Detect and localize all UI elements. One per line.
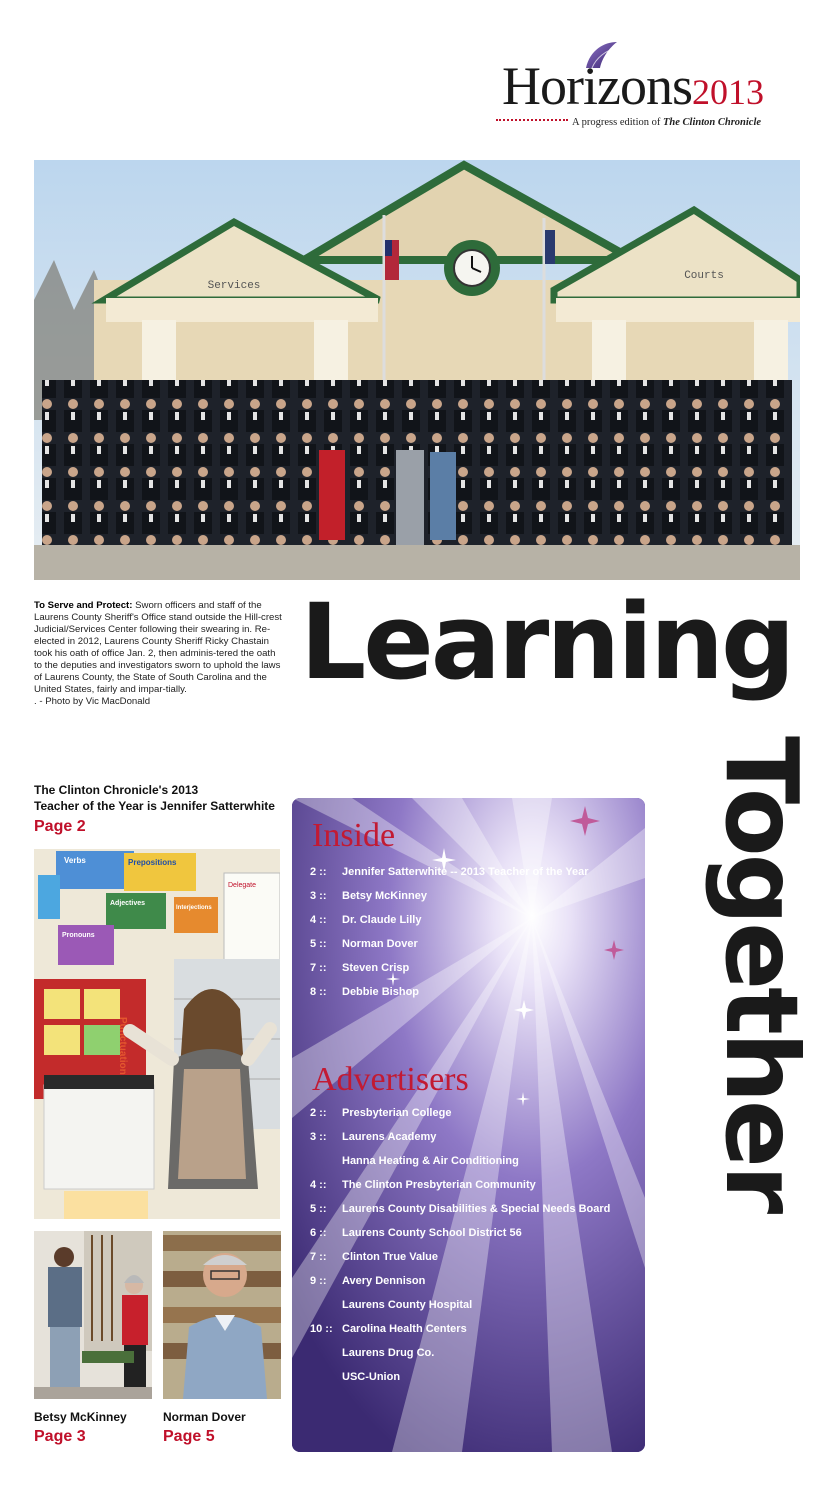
advertiser-item[interactable] [310,1245,610,1269]
poster-adjectives: Adjectives [110,900,146,907]
inside-item-page: 8 :: [310,986,327,998]
teacher-feature-line1: The Clinton Chronicle's 2013 [34,783,199,797]
poster-verbs: Verbs [64,856,86,865]
classroom-illustration [34,849,280,1219]
advertiser-page: 4 :: [310,1179,327,1191]
advertiser-page: 6 :: [310,1227,327,1239]
norman-illustration [163,1231,281,1399]
sheriff-office-group-photo [34,160,800,580]
advertiser-item[interactable] [310,1269,610,1293]
masthead-tagline [496,115,796,129]
advertiser-page [310,1341,342,1365]
building-sign-courts: Courts [684,270,724,282]
poster-prepositions: Prepositions [128,858,177,867]
advertiser-name: The Clinton Presbyterian Community [342,1179,536,1191]
norman-dover-photo [163,1231,281,1399]
betsy-name: Betsy McKinney [34,1410,127,1424]
advertiser-item[interactable] [310,1197,610,1221]
advertiser-item[interactable] [310,1173,610,1197]
inside-item[interactable] [310,980,589,1004]
inside-heading: Inside [312,817,396,854]
inside-item-page: 2 :: [310,866,327,878]
photo-caption [34,600,284,708]
advertiser-page [310,1149,342,1173]
advertiser-name: Avery Dennison [342,1275,426,1287]
advertiser-item[interactable] [310,1317,610,1341]
poster-pronouns: Pronouns [62,932,95,939]
advertiser-name: Laurens Drug Co. [342,1347,435,1359]
building-sign-services: Services [207,280,261,292]
group-photo-illustration [34,160,800,580]
advertiser-name: Presbyterian College [342,1107,452,1119]
inside-item[interactable] [310,932,589,956]
norman-page-link[interactable]: Page 5 [163,1428,215,1445]
advertiser-item[interactable] [310,1293,610,1317]
inside-item-text: Norman Dover [342,938,418,950]
masthead [496,36,796,126]
inside-item-text: Debbie Bishop [342,986,420,998]
tagline-dots [496,119,568,121]
advertisers-list [310,1101,610,1389]
advertiser-name: Clinton True Value [342,1251,438,1263]
caption-credit: . - Photo by Vic MacDonald [34,696,151,707]
advertiser-page [310,1293,342,1317]
inside-item-text: Steven Crisp [342,962,410,974]
advertiser-item[interactable] [310,1221,610,1245]
whiteboard-word: Delegate [228,882,257,889]
caption-body: Sworn officers and staff of the Laurens County Sheriff's Office stand outside the Hill-crest Judicial/Services Center following their swearing in. Re-elected in 2012, Laurens County Sheriff Ricky Chastain took his oath of office Jan. 2, then adminis-tered the oath to the deputies and investigators sworn to uphold the laws of Laurens County, the State of South Carolina and the United States, fairly and impar-tially. [34,600,282,695]
inside-item-page: 3 :: [310,890,327,902]
advertiser-page [310,1365,342,1389]
inside-item-page: 5 :: [310,938,327,950]
advertiser-item[interactable] [310,1101,610,1125]
advertiser-page: 3 :: [310,1131,327,1143]
advertiser-page: 2 :: [310,1107,327,1119]
masthead-title-text: Horizons [502,56,692,116]
advertisers-heading: Advertisers [312,1061,469,1098]
inside-item[interactable] [310,860,589,884]
advertiser-page: 10 :: [310,1323,333,1335]
teacher-feature-line2: Teacher of the Year is Jennifer Satterwhite [34,799,275,813]
advertiser-name: USC-Union [342,1371,401,1383]
teacher-feature-heading [34,782,284,814]
inside-item-text: Jennifer Satterwhite -- 2013 Teacher of the Year [342,866,589,878]
headline-together: Together [703,736,820,1212]
advertiser-page: 9 :: [310,1275,327,1287]
caption-lead: To Serve and Protect: [34,600,133,611]
advertiser-name: Laurens County Disabilities & Special Needs Board [342,1203,611,1215]
inside-list [310,860,589,1004]
tagline-brand: The Clinton Chronicle [663,116,762,128]
advertiser-page: 7 :: [310,1251,327,1263]
advertiser-item[interactable] [310,1365,610,1389]
advertiser-item[interactable] [310,1125,610,1149]
poster-interjections: Interjections [176,905,212,911]
teacher-feature-page-link[interactable]: Page 2 [34,818,86,835]
teacher-classroom-photo [34,849,280,1219]
advertiser-name: Hanna Heating & Air Conditioning [342,1155,519,1167]
betsy-illustration [34,1231,152,1399]
inside-item-page: 4 :: [310,914,327,926]
poster-punctuation: Punctuation [117,1017,128,1075]
advertiser-page: 5 :: [310,1203,327,1215]
headline-together-container [700,736,818,1276]
betsy-page-link[interactable]: Page 3 [34,1428,86,1445]
headline-learning: Learning [300,581,793,703]
advertiser-name: Carolina Health Centers [342,1323,467,1335]
advertiser-name: Laurens County School District 56 [342,1227,522,1239]
inside-item[interactable] [310,884,589,908]
advertiser-item[interactable] [310,1341,610,1365]
masthead-title [502,56,764,122]
norman-name: Norman Dover [163,1410,246,1424]
advertiser-item[interactable] [310,1149,610,1173]
masthead-year: 2013 [691,72,764,112]
tagline-prefix: A progress edition of [572,116,663,128]
inside-item-text: Betsy McKinney [342,890,427,902]
inside-item-text: Dr. Claude Lilly [342,914,422,926]
advertiser-name: Laurens County Hospital [342,1299,473,1311]
inside-item[interactable] [310,908,589,932]
betsy-mckinney-photo [34,1231,152,1399]
inside-item-page: 7 :: [310,962,327,974]
advertiser-name: Laurens Academy [342,1131,437,1143]
inside-item[interactable] [310,956,589,980]
